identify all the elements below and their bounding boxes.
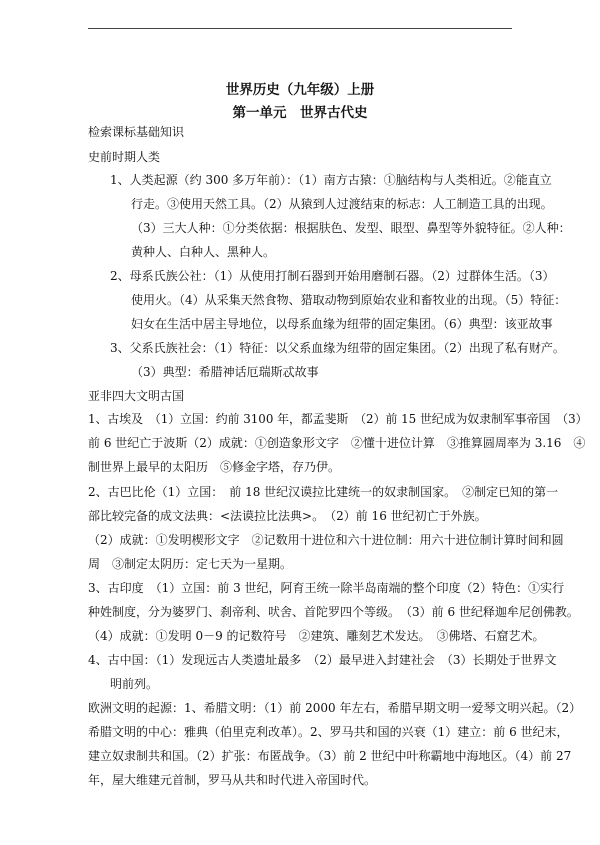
text-line: 3、父系氏族社会：（1）特征：以父系血缘为纽带的固定集团。（2）出现了私有财产。 (110, 341, 565, 355)
text-line: 制世界上最早的太阳历 ⑤修金字塔，存乃伊。 (88, 460, 341, 474)
text-line: （3）典型：希腊神话厄瑞斯忒故事 (131, 365, 319, 379)
text-line: 妇女在生活中居主导地位，以母系血缘为纽带的固定集团。（6）典型：该亚故事 (131, 317, 553, 331)
text-line: （3）三大人种：①分类依据：根据肤色、发型、眼型、鼻型等外貌特征。②人种： (131, 221, 571, 235)
text-line: 1、古埃及 （1）立国：约前 3100 年，都孟斐斯 （2）前 15 世纪成为奴隶制军事帝国 （3） (88, 412, 588, 426)
text-line: 行走。③使用天然工具。（2）从猿到人过渡结束的标志：人工制造工具的出现。 (131, 197, 553, 211)
text-line: 使用火。（4）从采集天然食物、猎取动物到原始农业和畜牧业的出现。（5）特征： (131, 293, 567, 307)
text-line: 黄种人、白种人、黑种人。 (131, 245, 276, 259)
text-line: 年，屋大维建元首制，罗马从共和时代进入帝国时代。 (88, 773, 377, 787)
section-heading-prehistoric: 史前时期人类 (88, 150, 161, 164)
text-line: 2、古巴比伦（1）立国： 前 18 世纪汉谟拉比建统一的奴隶制国家。 ②制定已知的第一 (88, 485, 559, 499)
text-line: 希腊文明的中心：雅典（伯里克利改革）。2、罗马共和国的兴衰（1）建立：前 6 世纪末， (88, 725, 569, 739)
text-line: （2）成就：①发明楔形文字 ②记数用十进位和六十进位制：用六十进位制计算时间和圆 (88, 533, 564, 547)
text-line: 明前列。 (110, 677, 159, 691)
text-line: 种姓制度，分为婆罗门、刹帝利、吠舍、首陀罗四个等级。 （3）前 6 世纪释迦牟尼创佛教。 (88, 605, 579, 619)
text-line: 3、古印度 （1）立国：前 3 世纪，阿育王统一除半岛南端的整个印度（2）特色：①实行 (88, 581, 565, 595)
text-line: 1、人类起源（约 300 多万年前）：（1）南方古猿：①脑结构与人类相近。②能直立 (110, 173, 552, 187)
text-line: 前 6 世纪亡于波斯（2）成就：①创造象形文字 ②懂十进位计算 ③推算圆周率为 3.16 ④ (88, 436, 586, 450)
text-line: 4、古中国：（1）发现远古人类遗址最多 （2）最早进入封建社会 （3）长期处于世界文 (88, 653, 557, 667)
text-line: 部比较完备的成文法典：<法谟拉比法典>。 （2）前 16 世纪初亡于外族。 (88, 509, 487, 523)
text-line: 周 ③制定太阴历：定七天为一星期。 (88, 557, 293, 571)
text-line: 建立奴隶制共和国。（2）扩张：布匿战争。（3）前 2 世纪中叶称霸地中海地区。（4）前 27 (88, 749, 572, 763)
unit-title: 第一单元 世界古代史 (232, 105, 368, 121)
document-title: 世界历史（九年级）上册 (225, 82, 375, 98)
text-line: 欧洲文明的起源：1、希腊文明：（1）前 2000 年左右，希腊早期文明一爱琴文明兴起。（2） (88, 701, 582, 715)
header-rule (88, 28, 512, 29)
text-line: （4）成就：①发明 0－9 的记数符号 ②建筑、雕刻艺术发达。 ③佛塔、石窟艺术。 (88, 629, 545, 643)
section-heading-curriculum: 检索课标基础知识 (88, 125, 185, 139)
text-line: 2、母系氏族公社：（1）从使用打制石器到开始用磨制石器。（2）过群体生活。（3） (110, 269, 555, 283)
section-heading-civilizations: 亚非四大文明古国 (88, 389, 185, 403)
